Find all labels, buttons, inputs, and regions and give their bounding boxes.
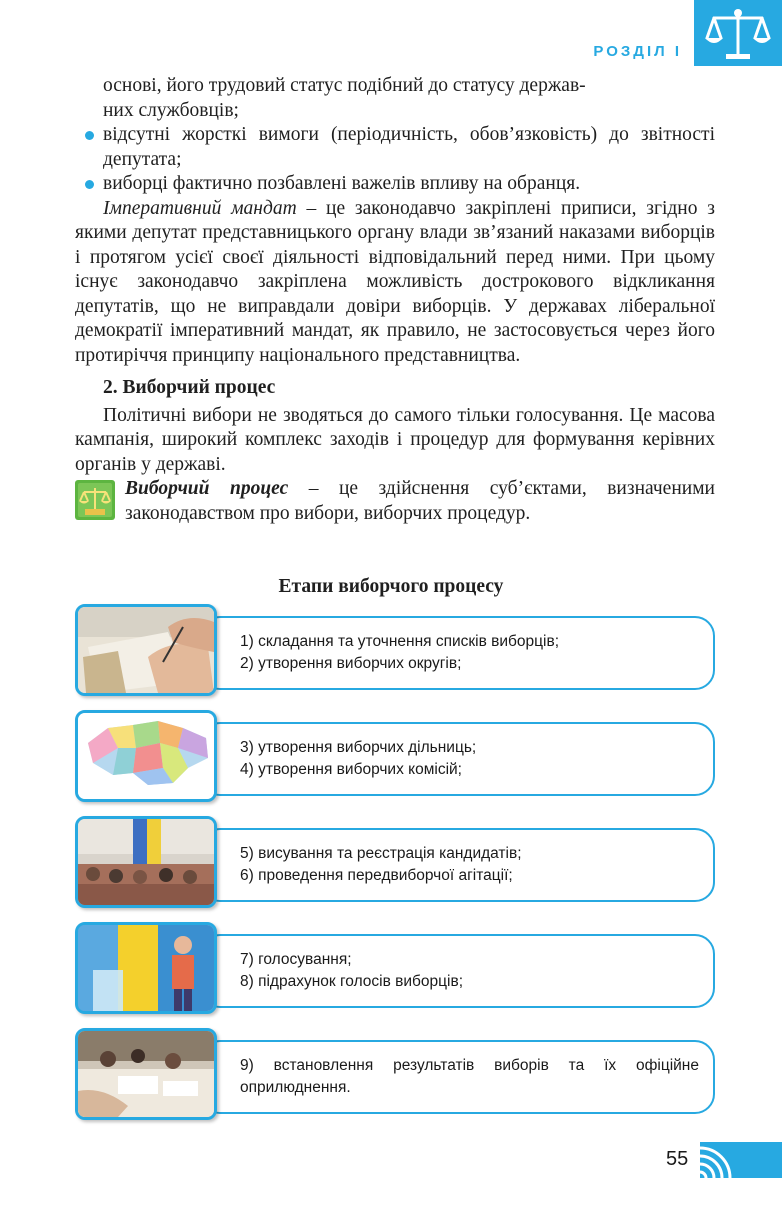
bullet-dot-icon <box>85 180 94 189</box>
text-line: основі, його трудовий статус подібний до статусу держав- <box>103 75 586 96</box>
definition-term: Виборчий процес <box>125 478 289 499</box>
definition-block: Виборчий процес – це здійснення суб’єктами, визначеними законодавством про вибори, виборчих процедур. <box>75 477 715 526</box>
stage-row <box>75 604 715 700</box>
signal-waves-icon <box>700 1142 782 1178</box>
stage-line: 2) утворення виборчих округів; <box>240 655 462 672</box>
section-paragraph: Політичні вибори не зводяться до самого тільки голосування. Це масова кампанія, широкий комплекс заходів і процедур для формування керівних органів у державі. <box>75 404 715 475</box>
header-tab <box>694 0 782 66</box>
stage-line: 5) висування та реєстрація кандидатів; <box>240 845 522 862</box>
definition-scales-icon <box>75 480 115 520</box>
section-title: 2. Виборчий процес <box>103 377 276 398</box>
vote-counting-photo <box>75 1028 217 1120</box>
stage-row <box>75 710 715 806</box>
stage-box <box>200 1040 715 1114</box>
bullet-dot-icon <box>85 131 94 140</box>
imperative-mandate-paragraph: Імперативний мандат – це законодавчо закріплені приписи, згідно з якими депутат представницького органу влади зв’язаний наказами виборців і протягом усієї своєї діяльності відповідальний перед ними. При цьому існує законодавчо закріплена можливість дострокового відкликання депутатів, що не виправдали довіри виборців. У державах ліберальної демократії імперативний мандат, як правило, не застосовується через його протиріччя принципу національного представництва. <box>75 197 715 366</box>
stage-line: 3) утворення виборчих дільниць; <box>240 739 477 756</box>
stage-text <box>240 843 699 887</box>
stage-text <box>240 949 699 993</box>
stage-line: 6) проведення передвиборчої агітації; <box>240 867 513 884</box>
signing-documents-photo <box>75 604 217 696</box>
ukraine-map-photo <box>75 710 217 802</box>
stage-line: 7) голосування; <box>240 951 352 968</box>
text-line: них службовців; <box>103 99 239 121</box>
stage-line: 8) підрахунок голосів виборців; <box>240 973 464 990</box>
voting-booth-photo <box>75 922 217 1014</box>
footer-tab <box>700 1142 782 1178</box>
diagram-title: Етапи виборчого процесу <box>278 576 504 597</box>
bullet-item: відсутні жорсткі вимоги (періодичність, обов’язковість) до звітності депутата; <box>75 123 715 172</box>
bullet-item: виборці фактично позбавлені важелів впливу на обранця. <box>75 172 715 197</box>
section-label: РОЗДІЛ І <box>593 43 682 60</box>
campaign-meeting-photo <box>75 816 217 908</box>
body-text <box>75 74 715 526</box>
stage-text <box>240 737 699 781</box>
imperative-mandate-term: Імперативний мандат <box>103 197 297 219</box>
stage-box <box>200 934 715 1008</box>
stage-line: 4) утворення виборчих комісій; <box>240 761 462 778</box>
scales-icon <box>702 6 774 62</box>
page-number: 55 <box>666 1148 689 1170</box>
stage-row <box>75 816 715 912</box>
stage-row <box>75 1028 715 1124</box>
stage-box <box>200 616 715 690</box>
stage-text <box>240 631 699 675</box>
stage-row <box>75 922 715 1018</box>
stage-box <box>200 828 715 902</box>
stage-line: 9) встановлення результатів виборів та їх офіційне оприлюднення. <box>240 1057 699 1096</box>
stage-text <box>240 1055 699 1099</box>
stage-box <box>200 722 715 796</box>
stage-line: 1) складання та уточнення списків виборців; <box>240 633 560 650</box>
